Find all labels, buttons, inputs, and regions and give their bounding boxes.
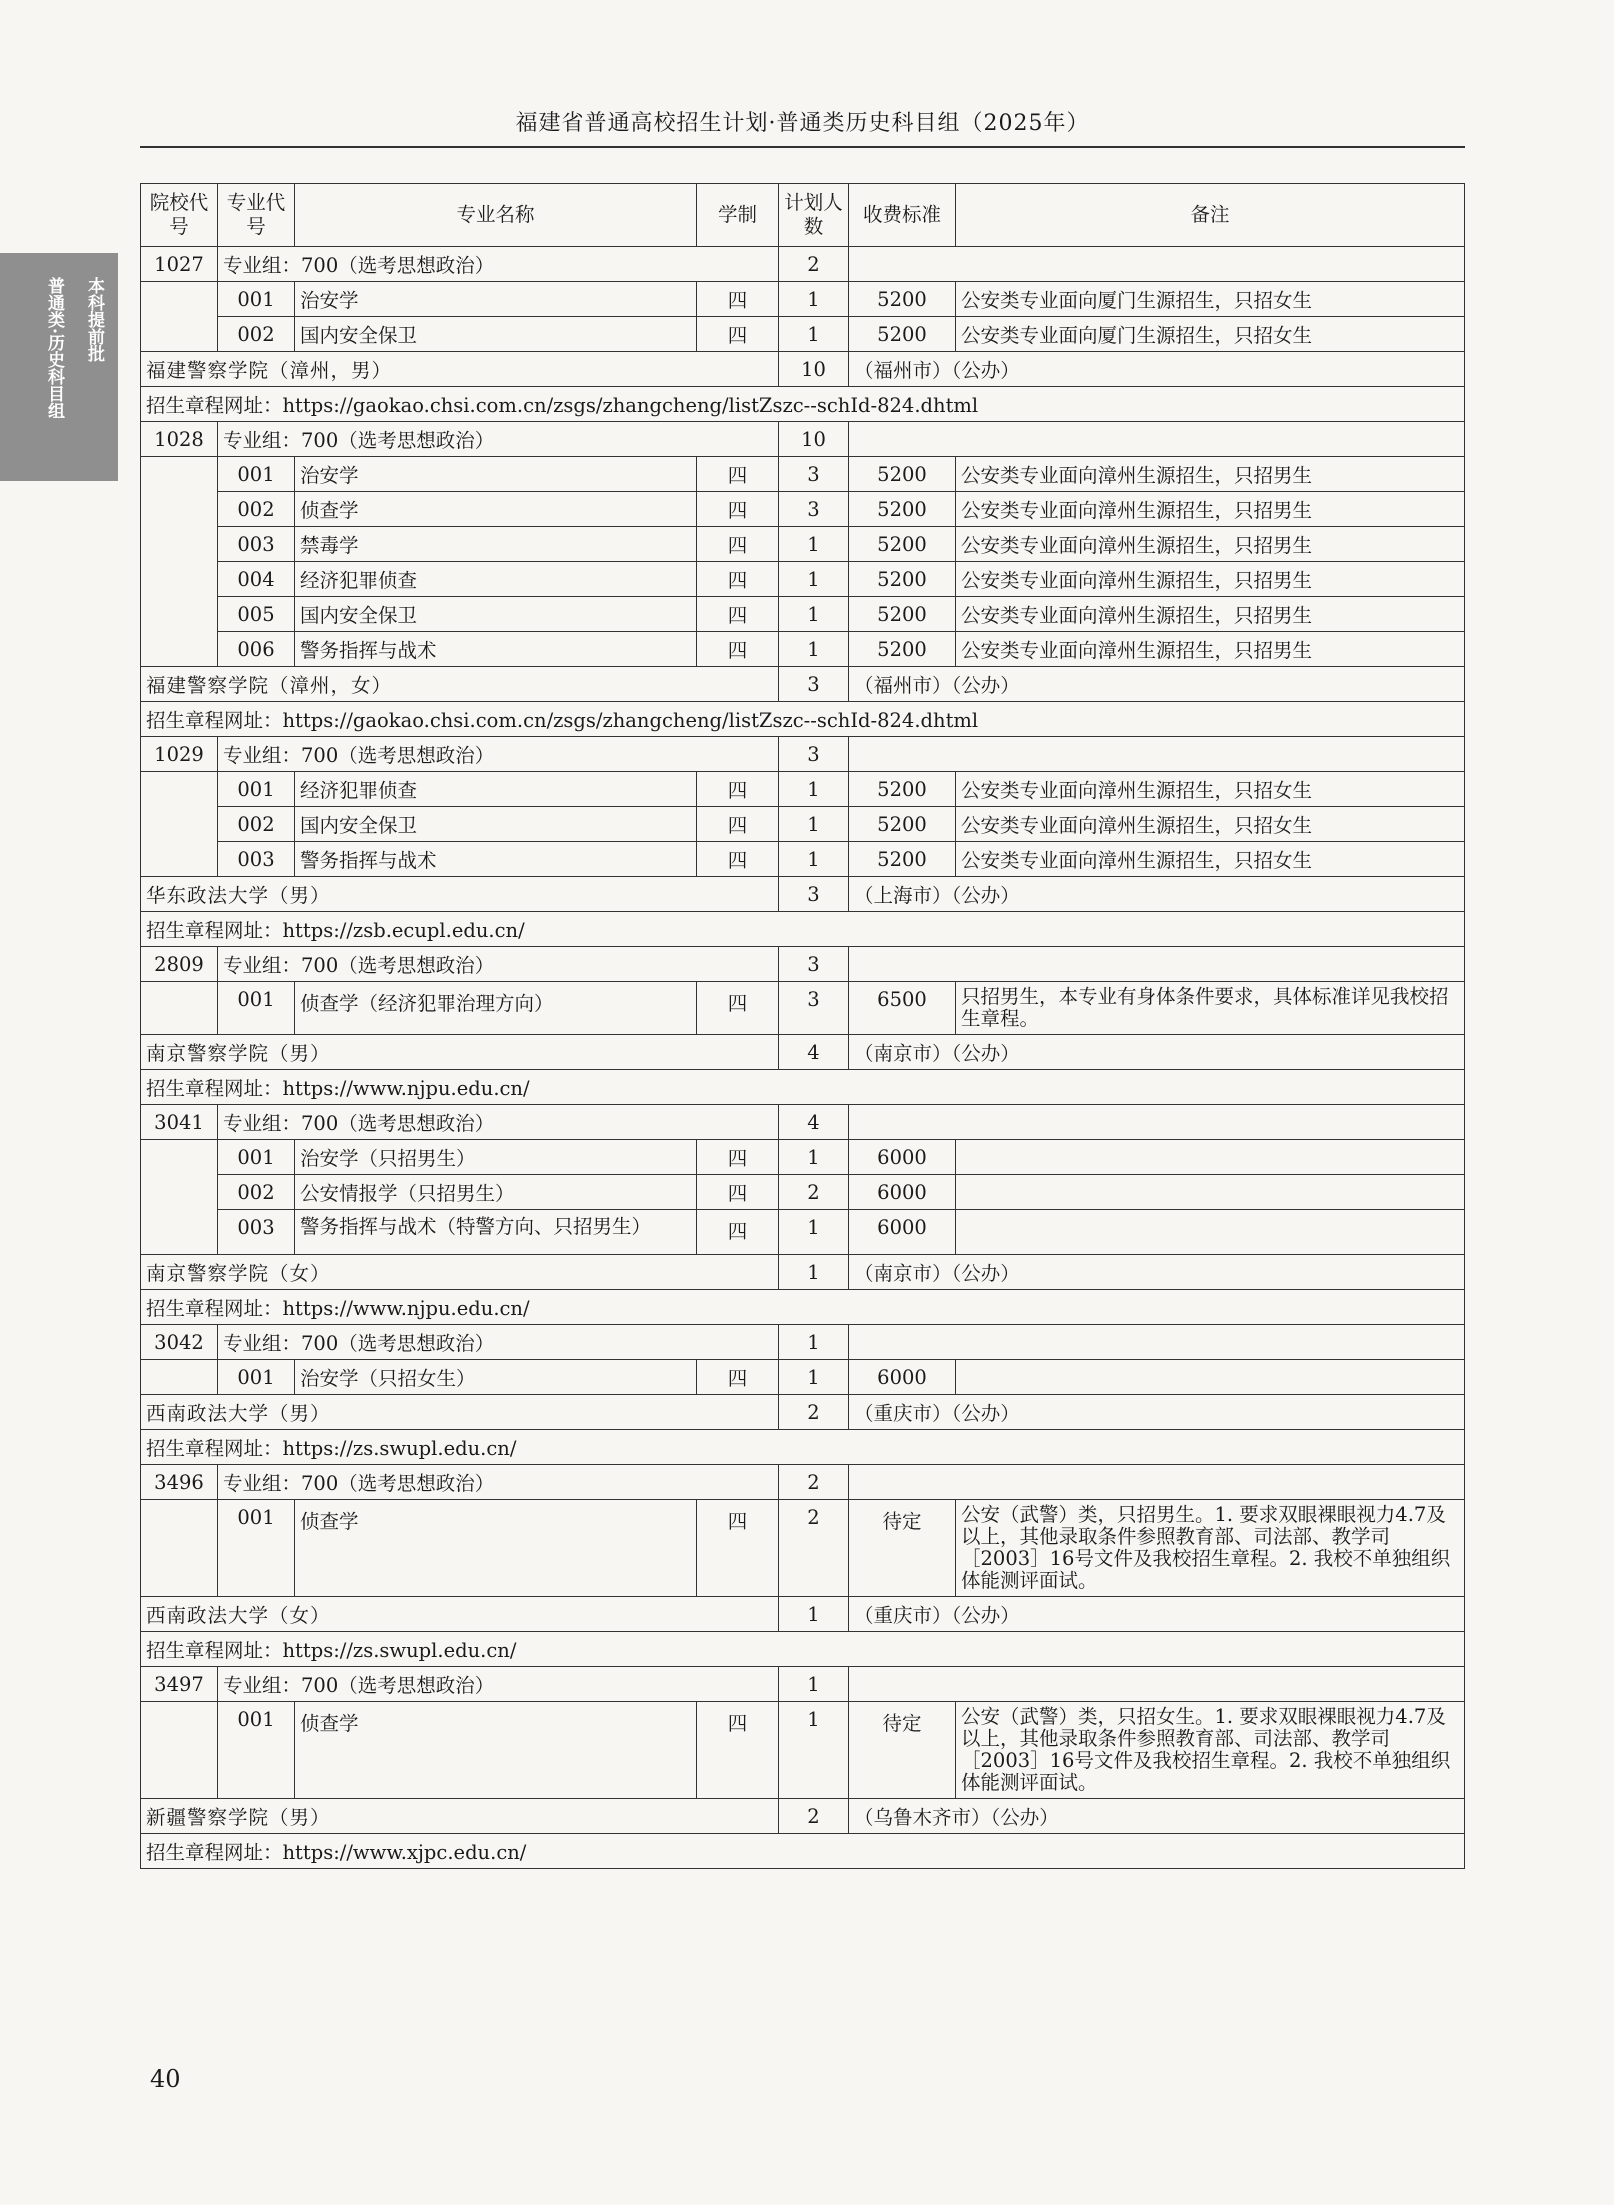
group-plan: 3 xyxy=(779,947,849,982)
major-row xyxy=(141,842,1465,877)
institution-row xyxy=(141,1799,1465,1834)
major-row xyxy=(141,982,1465,1035)
major-group-row xyxy=(141,1667,1465,1702)
school-code: 2809 xyxy=(141,947,218,982)
group-label: 专业组：700（选考思想政治） xyxy=(218,422,779,457)
major-name: 侦查学（经济犯罪治理方向） xyxy=(295,982,697,1035)
charter-url-row xyxy=(141,1632,1465,1667)
major-name: 国内安全保卫 xyxy=(295,597,697,632)
major-plan: 1 xyxy=(779,772,849,807)
major-code: 003 xyxy=(218,527,295,562)
major-code: 002 xyxy=(218,492,295,527)
major-row xyxy=(141,562,1465,597)
major-group-row xyxy=(141,737,1465,772)
charter-url-row xyxy=(141,387,1465,422)
major-row xyxy=(141,492,1465,527)
school-code: 3496 xyxy=(141,1465,218,1500)
institution-row xyxy=(141,1597,1465,1632)
enrollment-plan-table xyxy=(140,183,1465,1869)
major-note: 公安类专业面向漳州生源招生，只招男生 xyxy=(956,457,1465,492)
col-header-note: 备注 xyxy=(956,184,1465,247)
major-name: 警务指挥与战术 xyxy=(295,842,697,877)
charter-url-row xyxy=(141,1290,1465,1325)
major-note: 公安类专业面向漳州生源招生，只招男生 xyxy=(956,632,1465,667)
col-header-duration: 学制 xyxy=(697,184,779,247)
institution-location: （福州市）（公办） xyxy=(849,352,1465,387)
major-note: 只招男生，本专业有身体条件要求，具体标准详见我校招生章程。 xyxy=(956,982,1465,1035)
major-row xyxy=(141,772,1465,807)
major-code: 006 xyxy=(218,632,295,667)
major-note: 公安类专业面向厦门生源招生，只招女生 xyxy=(956,317,1465,352)
major-duration: 四 xyxy=(697,1210,779,1255)
group-label: 专业组：700（选考思想政治） xyxy=(218,1325,779,1360)
major-duration: 四 xyxy=(697,1500,779,1597)
major-code: 005 xyxy=(218,597,295,632)
major-plan: 1 xyxy=(779,317,849,352)
school-code: 3042 xyxy=(141,1325,218,1360)
group-plan: 1 xyxy=(779,1667,849,1702)
major-note xyxy=(956,1210,1465,1255)
institution-location: （南京市）（公办） xyxy=(849,1035,1465,1070)
group-empty xyxy=(849,247,1465,282)
group-empty xyxy=(849,1465,1465,1500)
group-plan: 2 xyxy=(779,247,849,282)
major-fee: 5200 xyxy=(849,282,956,317)
charter-url-row xyxy=(141,702,1465,737)
group-empty xyxy=(849,1325,1465,1360)
charter-url: 招生章程网址：https://zs.swupl.edu.cn/ xyxy=(141,1632,1465,1667)
major-duration: 四 xyxy=(697,317,779,352)
school-code-blank xyxy=(141,457,218,667)
charter-url: 招生章程网址：https://www.njpu.edu.cn/ xyxy=(141,1290,1465,1325)
school-code-blank xyxy=(141,1360,218,1395)
major-duration: 四 xyxy=(697,457,779,492)
institution-name: 西南政法大学（男） xyxy=(141,1395,779,1430)
major-fee: 5200 xyxy=(849,457,956,492)
major-plan: 2 xyxy=(779,1175,849,1210)
major-fee: 待定 xyxy=(849,1500,956,1597)
major-code: 001 xyxy=(218,1360,295,1395)
institution-name: 华东政法大学（男） xyxy=(141,877,779,912)
side-tab xyxy=(0,253,118,481)
group-empty xyxy=(849,1667,1465,1702)
institution-row xyxy=(141,352,1465,387)
school-code: 1029 xyxy=(141,737,218,772)
major-plan: 1 xyxy=(779,1210,849,1255)
major-code: 003 xyxy=(218,1210,295,1255)
major-duration: 四 xyxy=(697,1360,779,1395)
major-plan: 3 xyxy=(779,492,849,527)
major-code: 001 xyxy=(218,1500,295,1597)
major-fee: 5200 xyxy=(849,772,956,807)
major-fee: 5200 xyxy=(849,597,956,632)
charter-url: 招生章程网址：https://www.xjpc.edu.cn/ xyxy=(141,1834,1465,1869)
major-row xyxy=(141,527,1465,562)
major-row xyxy=(141,1210,1465,1255)
charter-url: 招生章程网址：https://gaokao.chsi.com.cn/zsgs/zhangcheng/listZszc--schId-824.dhtml xyxy=(141,702,1465,737)
major-code: 001 xyxy=(218,982,295,1035)
major-plan: 2 xyxy=(779,1500,849,1597)
major-plan: 1 xyxy=(779,527,849,562)
major-duration: 四 xyxy=(697,1140,779,1175)
group-label: 专业组：700（选考思想政治） xyxy=(218,947,779,982)
side-tab-line1: 本科提前批 xyxy=(84,277,104,362)
school-code-blank xyxy=(141,772,218,877)
major-plan: 1 xyxy=(779,1702,849,1799)
major-plan: 1 xyxy=(779,597,849,632)
major-name: 侦查学 xyxy=(295,1500,697,1597)
major-note: 公安类专业面向漳州生源招生，只招男生 xyxy=(956,527,1465,562)
charter-url: 招生章程网址：https://gaokao.chsi.com.cn/zsgs/zhangcheng/listZszc--schId-824.dhtml xyxy=(141,387,1465,422)
institution-plan: 1 xyxy=(779,1255,849,1290)
institution-plan: 4 xyxy=(779,1035,849,1070)
institution-location: （乌鲁木齐市）（公办） xyxy=(849,1799,1465,1834)
institution-location: （重庆市）（公办） xyxy=(849,1597,1465,1632)
major-fee: 6000 xyxy=(849,1210,956,1255)
school-code: 3041 xyxy=(141,1105,218,1140)
charter-url-row xyxy=(141,1834,1465,1869)
major-group-row xyxy=(141,422,1465,457)
institution-name: 福建警察学院（漳州，男） xyxy=(141,352,779,387)
institution-plan: 3 xyxy=(779,877,849,912)
major-name: 经济犯罪侦查 xyxy=(295,772,697,807)
major-row xyxy=(141,317,1465,352)
group-empty xyxy=(849,737,1465,772)
institution-name: 南京警察学院（女） xyxy=(141,1255,779,1290)
group-plan: 1 xyxy=(779,1325,849,1360)
major-code: 001 xyxy=(218,1702,295,1799)
school-code-blank xyxy=(141,282,218,352)
charter-url-row xyxy=(141,1070,1465,1105)
major-fee: 5200 xyxy=(849,562,956,597)
institution-plan: 1 xyxy=(779,1597,849,1632)
major-duration: 四 xyxy=(697,982,779,1035)
major-note: 公安（武警）类，只招男生。1. 要求双眼裸眼视力4.7及以上，其他录取条件参照教育部、司法部、教学司［2003］16号文件及我校招生章程。2. 我校不单独组织体能测评面试。 xyxy=(956,1500,1465,1597)
major-duration: 四 xyxy=(697,282,779,317)
page-header xyxy=(140,100,1465,148)
major-name: 治安学（只招女生） xyxy=(295,1360,697,1395)
col-header-school-code: 院校代号 xyxy=(141,184,218,247)
major-duration: 四 xyxy=(697,492,779,527)
major-note: 公安类专业面向漳州生源招生，只招女生 xyxy=(956,807,1465,842)
group-plan: 10 xyxy=(779,422,849,457)
major-group-row xyxy=(141,247,1465,282)
major-note xyxy=(956,1175,1465,1210)
major-code: 001 xyxy=(218,772,295,807)
major-duration: 四 xyxy=(697,597,779,632)
col-header-plan: 计划人数 xyxy=(779,184,849,247)
institution-name: 南京警察学院（男） xyxy=(141,1035,779,1070)
major-name: 侦查学 xyxy=(295,492,697,527)
table-header-row xyxy=(141,184,1465,247)
institution-row xyxy=(141,1035,1465,1070)
group-empty xyxy=(849,947,1465,982)
major-name: 经济犯罪侦查 xyxy=(295,562,697,597)
group-empty xyxy=(849,422,1465,457)
major-group-row xyxy=(141,1465,1465,1500)
major-note: 公安类专业面向漳州生源招生，只招男生 xyxy=(956,492,1465,527)
major-plan: 1 xyxy=(779,282,849,317)
group-label: 专业组：700（选考思想政治） xyxy=(218,737,779,772)
col-header-major-name: 专业名称 xyxy=(295,184,697,247)
major-duration: 四 xyxy=(697,807,779,842)
major-fee: 6000 xyxy=(849,1140,956,1175)
major-fee: 5200 xyxy=(849,317,956,352)
school-code: 1028 xyxy=(141,422,218,457)
group-plan: 4 xyxy=(779,1105,849,1140)
major-group-row xyxy=(141,1325,1465,1360)
col-header-fee: 收费标准 xyxy=(849,184,956,247)
institution-row xyxy=(141,1395,1465,1430)
major-name: 侦查学 xyxy=(295,1702,697,1799)
major-plan: 1 xyxy=(779,842,849,877)
group-plan: 3 xyxy=(779,737,849,772)
major-plan: 1 xyxy=(779,1140,849,1175)
institution-row xyxy=(141,667,1465,702)
major-fee: 5200 xyxy=(849,527,956,562)
major-name: 警务指挥与战术 xyxy=(295,632,697,667)
major-name: 国内安全保卫 xyxy=(295,807,697,842)
major-row xyxy=(141,1140,1465,1175)
major-row xyxy=(141,1175,1465,1210)
school-code-blank xyxy=(141,1140,218,1255)
major-group-row xyxy=(141,1105,1465,1140)
major-code: 002 xyxy=(218,317,295,352)
major-fee: 5200 xyxy=(849,492,956,527)
major-note: 公安类专业面向漳州生源招生，只招女生 xyxy=(956,842,1465,877)
group-label: 专业组：700（选考思想政治） xyxy=(218,247,779,282)
major-code: 002 xyxy=(218,1175,295,1210)
major-duration: 四 xyxy=(697,1702,779,1799)
major-fee: 5200 xyxy=(849,842,956,877)
major-duration: 四 xyxy=(697,842,779,877)
side-tab-line2: 普通类·历史科目组 xyxy=(44,277,64,419)
institution-name: 福建警察学院（漳州，女） xyxy=(141,667,779,702)
institution-name: 西南政法大学（女） xyxy=(141,1597,779,1632)
major-row xyxy=(141,807,1465,842)
major-row xyxy=(141,597,1465,632)
major-row xyxy=(141,457,1465,492)
major-row xyxy=(141,632,1465,667)
school-code: 1027 xyxy=(141,247,218,282)
major-name: 国内安全保卫 xyxy=(295,317,697,352)
major-plan: 3 xyxy=(779,457,849,492)
group-label: 专业组：700（选考思想政治） xyxy=(218,1465,779,1500)
major-duration: 四 xyxy=(697,562,779,597)
institution-row xyxy=(141,1255,1465,1290)
institution-row xyxy=(141,877,1465,912)
group-plan: 2 xyxy=(779,1465,849,1500)
major-code: 001 xyxy=(218,282,295,317)
institution-location: （福州市）（公办） xyxy=(849,667,1465,702)
charter-url-row xyxy=(141,912,1465,947)
major-duration: 四 xyxy=(697,772,779,807)
institution-location: （南京市）（公办） xyxy=(849,1255,1465,1290)
major-name: 治安学 xyxy=(295,457,697,492)
major-fee: 待定 xyxy=(849,1702,956,1799)
major-note: 公安类专业面向漳州生源招生，只招男生 xyxy=(956,597,1465,632)
major-row xyxy=(141,1702,1465,1799)
page-number: 40 xyxy=(150,2065,181,2093)
major-row xyxy=(141,282,1465,317)
col-header-major-code: 专业代号 xyxy=(218,184,295,247)
major-code: 004 xyxy=(218,562,295,597)
institution-plan: 10 xyxy=(779,352,849,387)
major-row xyxy=(141,1360,1465,1395)
institution-location: （重庆市）（公办） xyxy=(849,1395,1465,1430)
major-fee: 5200 xyxy=(849,807,956,842)
major-name: 禁毒学 xyxy=(295,527,697,562)
charter-url-row xyxy=(141,1430,1465,1465)
group-label: 专业组：700（选考思想政治） xyxy=(218,1667,779,1702)
major-name: 治安学 xyxy=(295,282,697,317)
major-plan: 1 xyxy=(779,1360,849,1395)
major-note: 公安类专业面向厦门生源招生，只招女生 xyxy=(956,282,1465,317)
major-code: 001 xyxy=(218,1140,295,1175)
institution-plan: 3 xyxy=(779,667,849,702)
institution-name: 新疆警察学院（男） xyxy=(141,1799,779,1834)
table-body xyxy=(141,247,1465,1869)
group-label: 专业组：700（选考思想政治） xyxy=(218,1105,779,1140)
major-code: 002 xyxy=(218,807,295,842)
major-plan: 3 xyxy=(779,982,849,1035)
major-fee: 6500 xyxy=(849,982,956,1035)
major-group-row xyxy=(141,947,1465,982)
major-name: 公安情报学（只招男生） xyxy=(295,1175,697,1210)
institution-plan: 2 xyxy=(779,1395,849,1430)
school-code-blank xyxy=(141,1702,218,1799)
school-code-blank xyxy=(141,1500,218,1597)
major-note: 公安（武警）类，只招女生。1. 要求双眼裸眼视力4.7及以上，其他录取条件参照教育部、司法部、教学司［2003］16号文件及我校招生章程。2. 我校不单独组织体能测评面试。 xyxy=(956,1702,1465,1799)
major-code: 001 xyxy=(218,457,295,492)
major-plan: 1 xyxy=(779,807,849,842)
header-title: 福建省普通高校招生计划·普通类历史科目组（2025年） xyxy=(515,111,1090,136)
major-note: 公安类专业面向漳州生源招生，只招男生 xyxy=(956,562,1465,597)
major-code: 003 xyxy=(218,842,295,877)
charter-url: 招生章程网址：https://zs.swupl.edu.cn/ xyxy=(141,1430,1465,1465)
school-code-blank xyxy=(141,982,218,1035)
major-name: 治安学（只招男生） xyxy=(295,1140,697,1175)
major-duration: 四 xyxy=(697,527,779,562)
group-empty xyxy=(849,1105,1465,1140)
major-fee: 6000 xyxy=(849,1360,956,1395)
major-duration: 四 xyxy=(697,1175,779,1210)
charter-url: 招生章程网址：https://zsb.ecupl.edu.cn/ xyxy=(141,912,1465,947)
institution-location: （上海市）（公办） xyxy=(849,877,1465,912)
major-note: 公安类专业面向漳州生源招生，只招女生 xyxy=(956,772,1465,807)
major-duration: 四 xyxy=(697,632,779,667)
major-note xyxy=(956,1140,1465,1175)
major-fee: 6000 xyxy=(849,1175,956,1210)
major-name: 警务指挥与战术（特警方向、只招男生） xyxy=(295,1210,697,1255)
major-plan: 1 xyxy=(779,562,849,597)
school-code: 3497 xyxy=(141,1667,218,1702)
institution-plan: 2 xyxy=(779,1799,849,1834)
major-note xyxy=(956,1360,1465,1395)
charter-url: 招生章程网址：https://www.njpu.edu.cn/ xyxy=(141,1070,1465,1105)
major-plan: 1 xyxy=(779,632,849,667)
major-row xyxy=(141,1500,1465,1597)
major-fee: 5200 xyxy=(849,632,956,667)
